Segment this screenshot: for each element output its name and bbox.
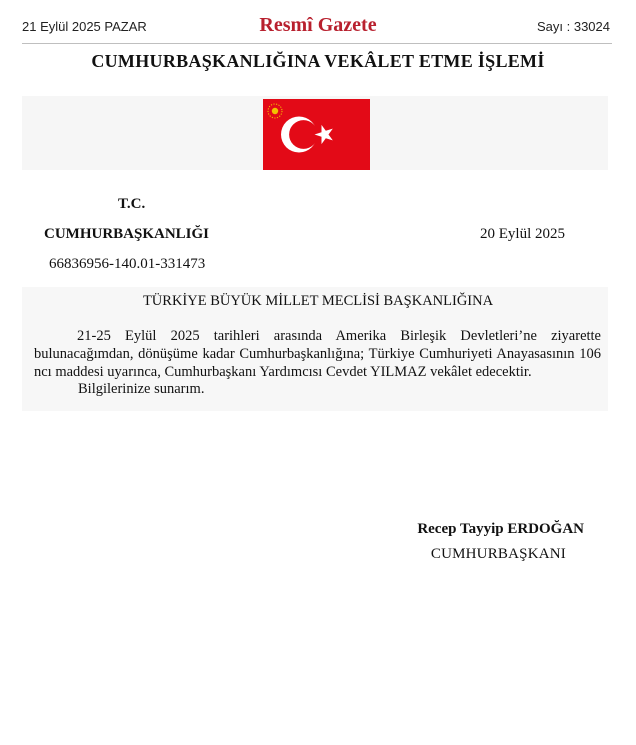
- signatory-name: Recep Tayyip ERDOĞAN: [417, 521, 584, 537]
- header-divider: [22, 43, 612, 44]
- letterhead-institution: CUMHURBAŞKANLIĞI: [44, 226, 210, 242]
- letter-body-text: 21-25 Eylül 2025 tarihleri arasında Amerika Birleşik Devletleri’ne ziyarette bulunacağımdan, dönüşüme kadar Cumhurbaşkanlığına; Türkiye Cumhuriyeti Anayasasının 106 ncı maddesi uyarınca, Cumhurbaşkanı Yardımcısı Cevdet YILMAZ vekâlet edecektir.: [34, 328, 601, 380]
- signatory-title: CUMHURBAŞKANI: [430, 546, 566, 562]
- letter-closing: Bilgilerinize sunarım.: [78, 381, 205, 397]
- crescent-inner: [289, 120, 318, 149]
- issue-number: Sayı : 33024: [537, 19, 610, 34]
- reference-number: 66836956-140.01-331473: [49, 256, 206, 272]
- header-date: 21 Eylül 2025 PAZAR: [22, 19, 147, 34]
- publication-title: Resmî Gazete: [259, 14, 377, 36]
- letter-body: [34, 327, 601, 381]
- letterhead-country: T.C.: [118, 196, 146, 212]
- document-title: CUMHURBAŞKANLIĞINA VEKÂLET ETME İŞLEMİ: [91, 51, 545, 71]
- letter-recipient: TÜRKİYE BÜYÜK MİLLET MECLİSİ BAŞKANLIĞINA: [142, 293, 494, 309]
- turkish-flag-icon: [263, 99, 370, 170]
- letter-date: 20 Eylül 2025: [480, 226, 565, 242]
